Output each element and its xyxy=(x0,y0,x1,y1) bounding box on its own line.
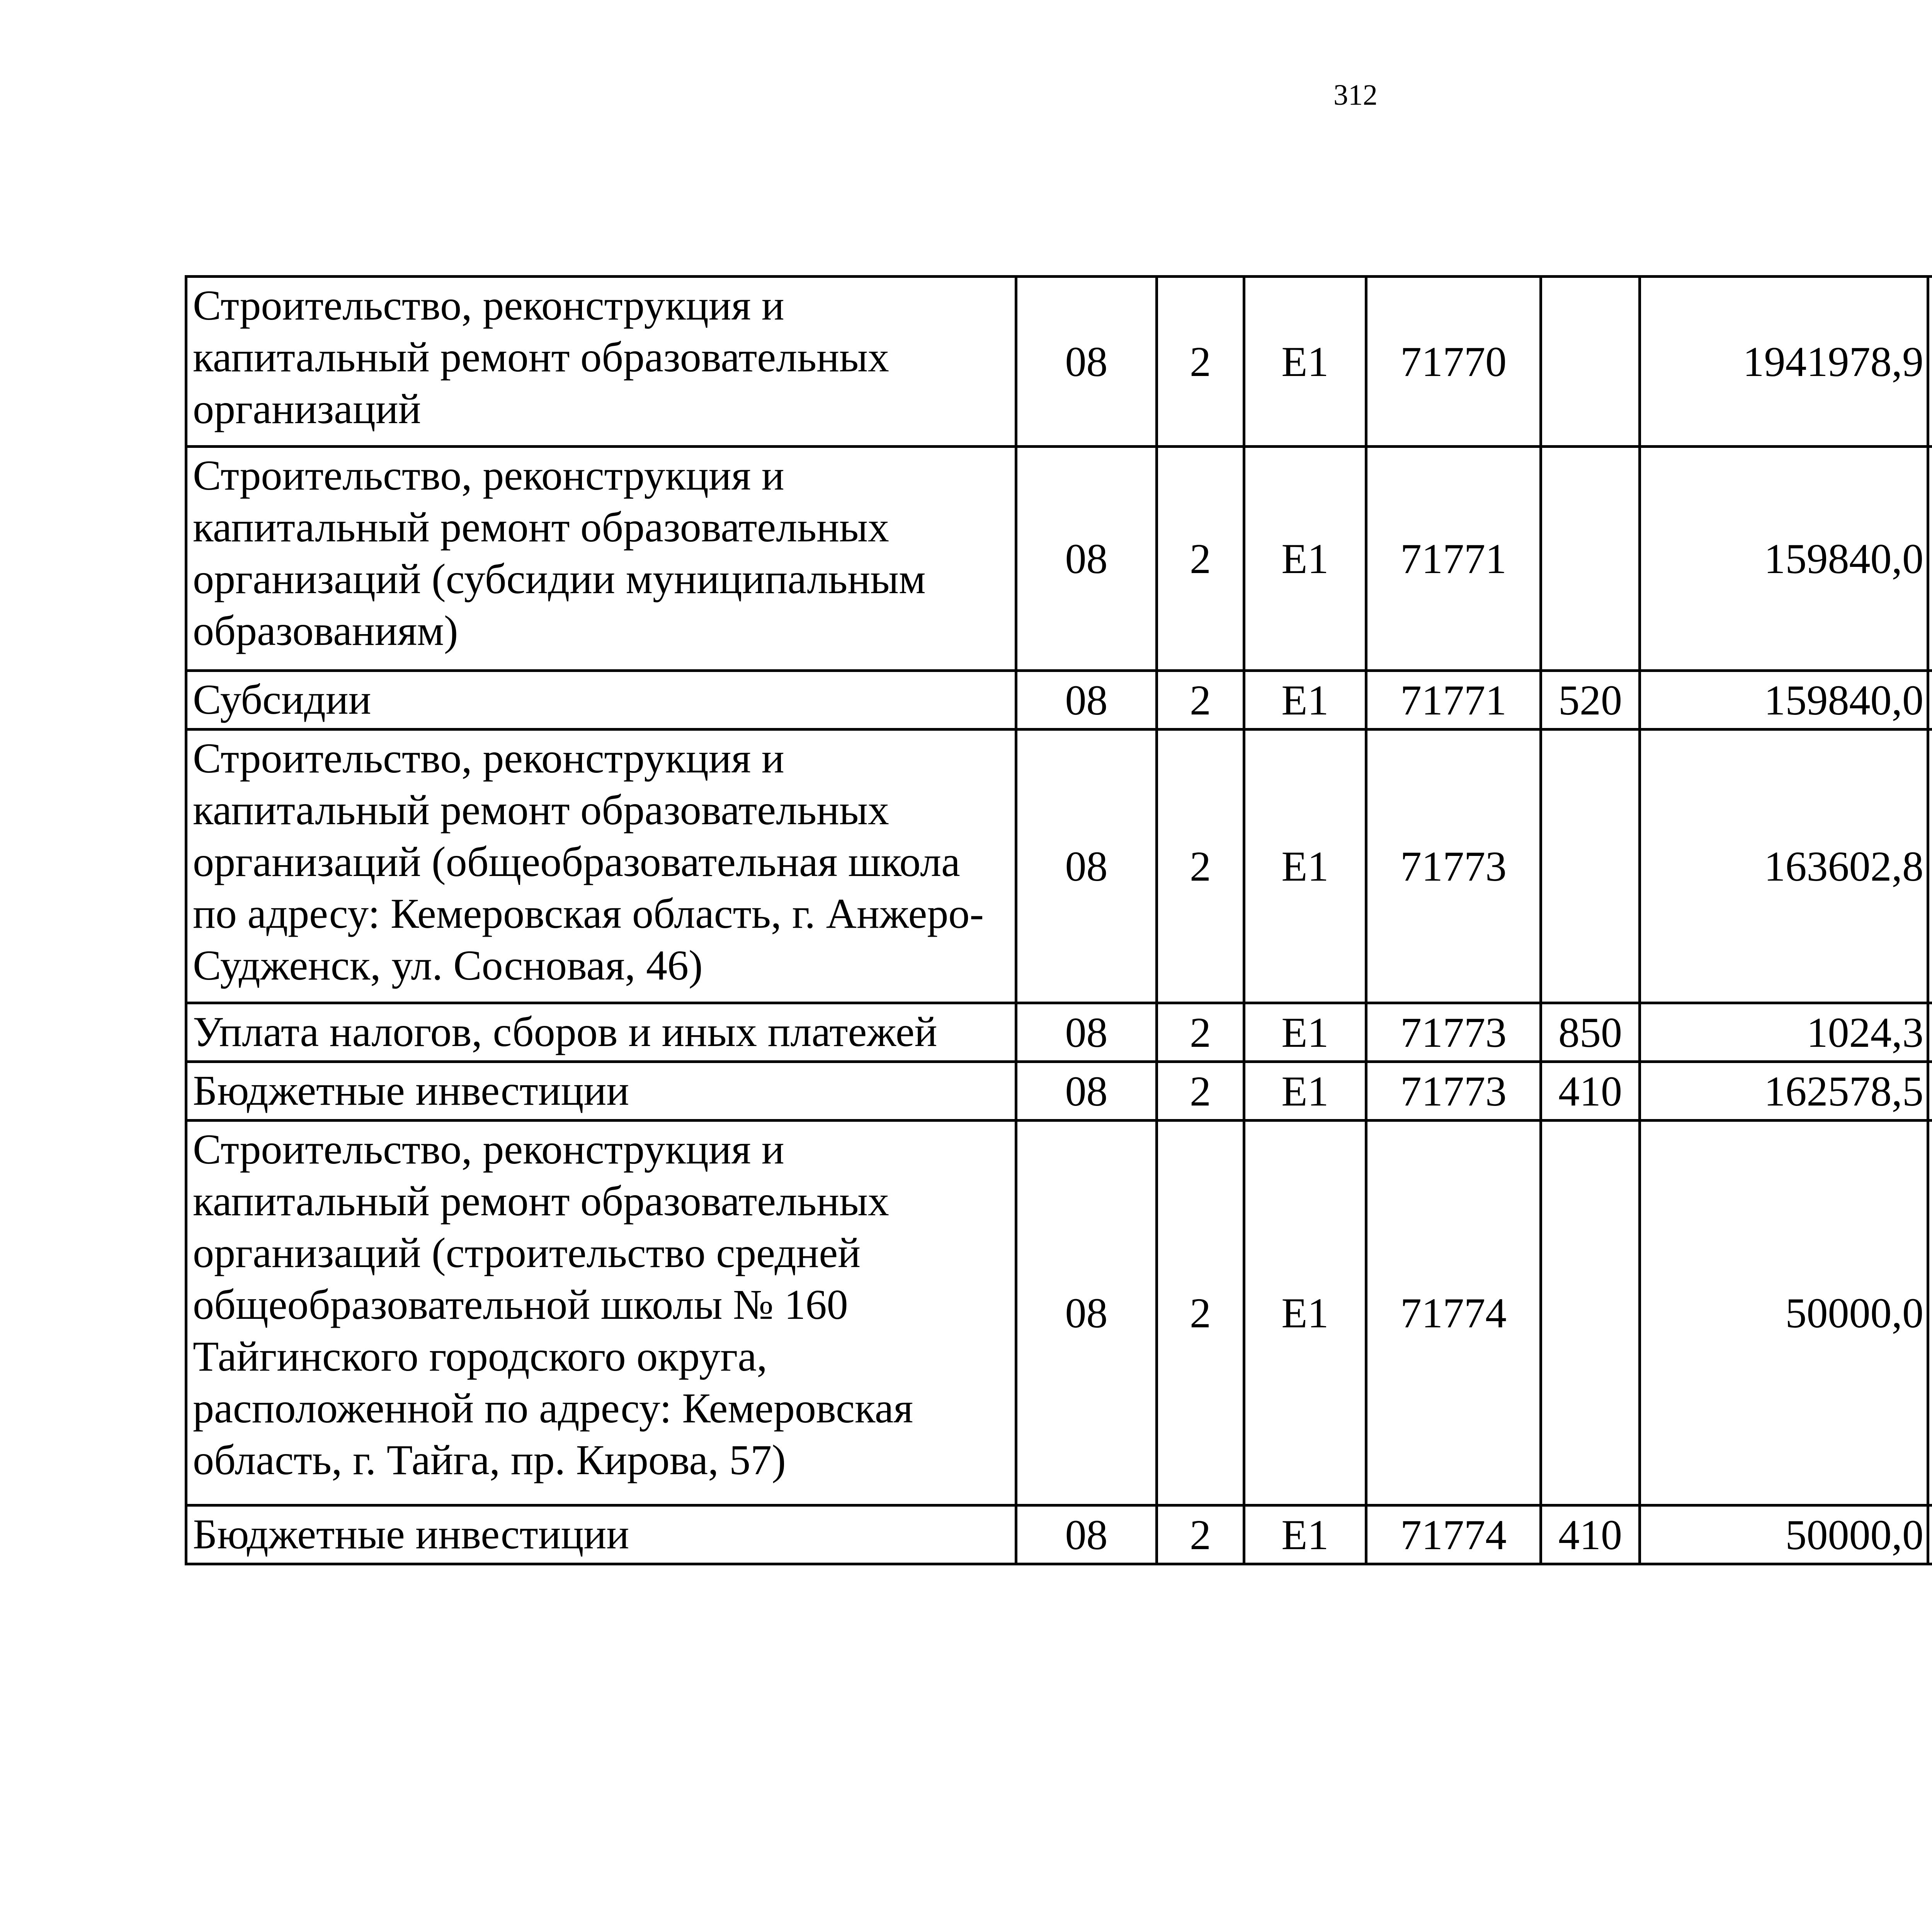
expense-type-code xyxy=(1541,1121,1640,1505)
amount-1: 50000,0 xyxy=(1640,1505,1928,1564)
program-code: 2 xyxy=(1157,730,1244,1003)
expense-type-code: 850 xyxy=(1541,1003,1640,1062)
item-code: 71770 xyxy=(1366,277,1541,447)
amount-1: 159840,0 xyxy=(1640,447,1928,671)
row-name: Бюджетные инвестиции xyxy=(186,1505,1016,1564)
row-name: Строительство, реконструкция и капитальный ремонт образовательных организаций (общеобразовательная школа по адресу: Кемеровская область, г. Анжеро-Судженск, ул. Сосновая, 46) xyxy=(186,730,1016,1003)
subprogram-code: Е1 xyxy=(1244,1062,1366,1121)
program-code: 2 xyxy=(1157,1121,1244,1505)
table-row xyxy=(186,1121,1932,1505)
section-code: 08 xyxy=(1016,1505,1157,1564)
expense-type-code: 410 xyxy=(1541,1505,1640,1564)
amount-2 xyxy=(1928,1121,1932,1505)
section-code: 08 xyxy=(1016,1003,1157,1062)
row-name: Бюджетные инвестиции xyxy=(186,1062,1016,1121)
amount-1: 159840,0 xyxy=(1640,671,1928,730)
item-code: 71771 xyxy=(1366,671,1541,730)
table-row xyxy=(186,1062,1932,1121)
row-name: Строительство, реконструкция и капитальный ремонт образовательных организаций (субсидии муниципальным образованиям) xyxy=(186,447,1016,671)
subprogram-code: Е1 xyxy=(1244,1003,1366,1062)
expense-type-code xyxy=(1541,730,1640,1003)
subprogram-code: Е1 xyxy=(1244,730,1366,1003)
item-code: 71774 xyxy=(1366,1505,1541,1564)
budget-table xyxy=(185,275,1932,1565)
table-row xyxy=(186,1505,1932,1564)
program-code: 2 xyxy=(1157,277,1244,447)
item-code: 71773 xyxy=(1366,730,1541,1003)
section-code: 08 xyxy=(1016,447,1157,671)
section-code: 08 xyxy=(1016,277,1157,447)
program-code: 2 xyxy=(1157,447,1244,671)
subprogram-code: Е1 xyxy=(1244,1121,1366,1505)
item-code: 71774 xyxy=(1366,1121,1541,1505)
row-name: Уплата налогов, сборов и иных платежей xyxy=(186,1003,1016,1062)
section-code: 08 xyxy=(1016,730,1157,1003)
section-code: 08 xyxy=(1016,1121,1157,1505)
program-code: 2 xyxy=(1157,1505,1244,1564)
expense-type-code: 410 xyxy=(1541,1062,1640,1121)
amount-2 xyxy=(1928,277,1932,447)
expense-type-code xyxy=(1541,277,1640,447)
amount-1: 163602,8 xyxy=(1640,730,1928,1003)
expense-type-code: 520 xyxy=(1541,671,1640,730)
amount-1: 162578,5 xyxy=(1640,1062,1928,1121)
table-row xyxy=(186,277,1932,447)
program-code: 2 xyxy=(1157,671,1244,730)
amount-1: 1024,3 xyxy=(1640,1003,1928,1062)
program-code: 2 xyxy=(1157,1003,1244,1062)
amount-2 xyxy=(1928,1062,1932,1121)
amount-2 xyxy=(1928,447,1932,671)
item-code: 71771 xyxy=(1366,447,1541,671)
amount-1: 1941978,9 xyxy=(1640,277,1928,447)
program-code: 2 xyxy=(1157,1062,1244,1121)
table-row xyxy=(186,447,1932,671)
expense-type-code xyxy=(1541,447,1640,671)
subprogram-code: Е1 xyxy=(1244,277,1366,447)
amount-2 xyxy=(1928,730,1932,1003)
item-code: 71773 xyxy=(1366,1003,1541,1062)
row-name: Строительство, реконструкция и капитальный ремонт образовательных организаций xyxy=(186,277,1016,447)
section-code: 08 xyxy=(1016,1062,1157,1121)
subprogram-code: Е1 xyxy=(1244,671,1366,730)
amount-2 xyxy=(1928,671,1932,730)
subprogram-code: Е1 xyxy=(1244,1505,1366,1564)
table-row xyxy=(186,1003,1932,1062)
amount-2 xyxy=(1928,1003,1932,1062)
row-name: Субсидии xyxy=(186,671,1016,730)
item-code: 71773 xyxy=(1366,1062,1541,1121)
subprogram-code: Е1 xyxy=(1244,447,1366,671)
row-name: Строительство, реконструкция и капитальный ремонт образовательных организаций (строительство средней общеобразовательной школы № 160 Тайгинского городского округа, расположенной по адресу: Кемеровская область, г. Тайга, пр. Кирова, 57) xyxy=(186,1121,1016,1505)
table-row xyxy=(186,730,1932,1003)
page-number: 312 xyxy=(1333,79,1378,111)
table-row xyxy=(186,671,1932,730)
amount-2 xyxy=(1928,1505,1932,1564)
section-code: 08 xyxy=(1016,671,1157,730)
amount-1: 50000,0 xyxy=(1640,1121,1928,1505)
